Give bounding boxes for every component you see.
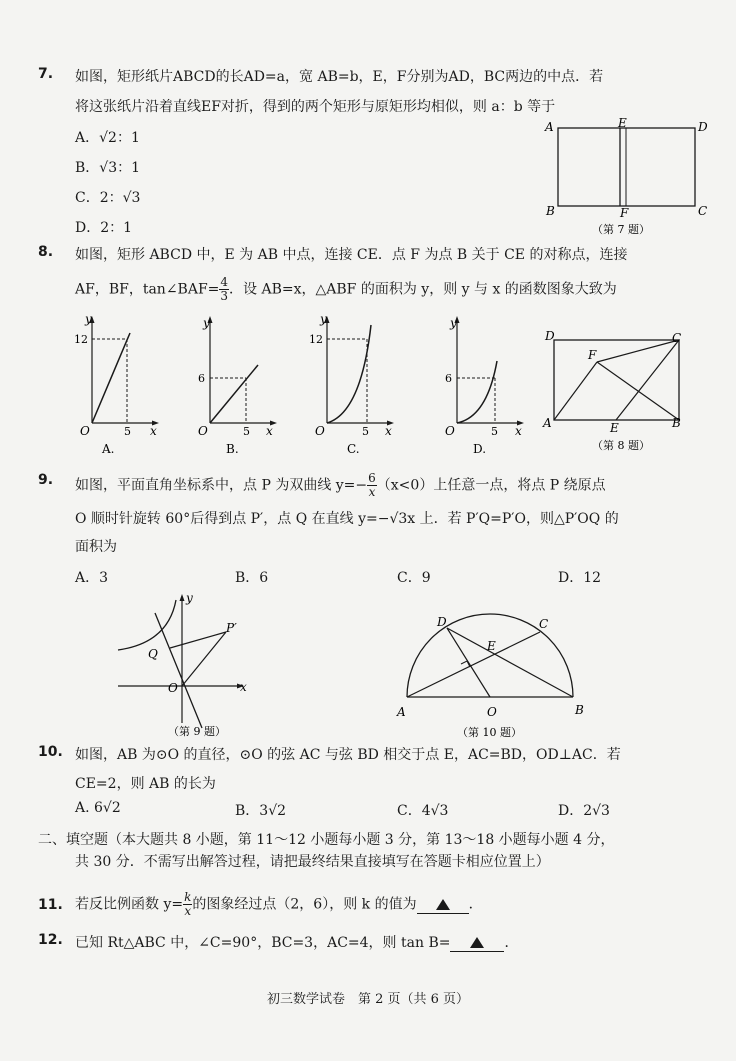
q7-option-c: C．2：√3: [75, 190, 141, 206]
q8-graph-a-axis-x: x: [150, 424, 157, 438]
q8-graph-d-xtick: 5: [491, 425, 498, 438]
q9-line1-post: （x<0）上任意一点，将点 P 绕原点: [376, 477, 606, 494]
q12-line: [75, 932, 518, 952]
q8-graph-c-axis-x: x: [385, 424, 392, 438]
q8-line2: [75, 276, 617, 303]
q7-option-b: B．√3：1: [75, 160, 141, 176]
q9-line1: [75, 472, 606, 499]
answer-triangle-icon: [470, 937, 484, 948]
q9-line3: 面积为: [75, 539, 117, 555]
q11-end: ．: [468, 896, 483, 913]
q10-caption: （第 10 题）: [457, 726, 522, 739]
q8-frac-num: 4: [220, 275, 229, 289]
q9-frac-den: x: [368, 485, 376, 499]
q12-end: ．: [504, 935, 519, 951]
q8-graph-c: [305, 312, 400, 456]
q8-graph-b-xtick: 5: [243, 425, 250, 438]
q9-option-b: B．6: [235, 570, 269, 586]
q11-pre: 若反比例函数 y=: [75, 896, 184, 913]
q8-graph-b: [188, 313, 283, 456]
page-footer: 初三数学试卷 第 2 页（共 6 页）: [266, 992, 470, 1007]
q9-caption: （第 9 题）: [168, 725, 226, 738]
q8-graph-c-axis-y: y: [320, 312, 327, 326]
q11-post: 的图象经过点（2，6），则 k 的值为: [192, 896, 417, 913]
answer-triangle-icon: [436, 899, 450, 910]
q8-line1: 如图，矩形 ABCD 中，E 为 AB 中点，连接 CE．点 F 为点 B 关于 CE 的对称点，连接: [75, 247, 628, 263]
q9-number: 9.: [38, 472, 54, 488]
q9-frac-num: 6: [368, 471, 376, 485]
q10-option-a: A. 6√2: [75, 800, 121, 816]
q9-label-y: y: [186, 591, 193, 605]
q7-option-d: D．2：1: [75, 220, 133, 236]
q8-graph-c-label: C.: [347, 442, 360, 456]
q9-label-x: x: [240, 680, 247, 694]
q10-label-b: B: [575, 703, 584, 717]
q8-number: 8.: [38, 244, 54, 260]
q8-graph-a-ytick: 12: [74, 333, 88, 346]
q8-graph-c-ytick: 12: [309, 333, 323, 346]
q10-option-d: D．2√3: [558, 803, 610, 819]
q7-label-e: E: [618, 116, 627, 130]
section2-line2: 共 30 分．不需写出解答过程，请把最终结果直接填写在答题卡相应位置上）: [75, 854, 550, 870]
q8-graph-d-axis-y: y: [450, 316, 457, 330]
q7-line1: 如图，矩形纸片ABCD的长AD=a，宽 AB=b，E，F分别为AD，BC两边的中点．若: [75, 69, 604, 85]
q11-line: [75, 891, 483, 918]
q7-line2: 将这张纸片沿着直线EF对折，得到的两个矩形与原矩形均相似，则 a：b 等于: [75, 99, 556, 115]
q8-graph-b-axis-y: y: [203, 316, 210, 330]
q9-line2: O 顺时针旋转 60°后得到点 P′，点 Q 在直线 y=−√3x 上．若 P′Q=P′O，则△P′OQ 的: [75, 511, 619, 527]
q8-label-f: F: [588, 348, 597, 362]
q11-fraction: [183, 891, 192, 918]
q8-graph-b-origin: O: [198, 424, 208, 438]
q8-graph-d-ytick: 6: [445, 372, 452, 385]
q8-graph-a-origin: O: [80, 424, 90, 438]
q8-graph-b-axis-x: x: [266, 424, 273, 438]
q10-label-d: D: [437, 615, 447, 629]
q8-graph-b-ytick: 6: [198, 372, 205, 385]
q9-option-c: C．9: [397, 570, 431, 586]
q8-label-d: D: [545, 329, 555, 343]
q12-number: 12.: [38, 932, 63, 948]
q8-rectangle-figure: [540, 322, 710, 457]
q10-label-o: O: [487, 705, 497, 719]
q10-number: 10.: [38, 744, 63, 760]
q8-label-a: A: [543, 416, 552, 430]
q9-label-q: Q: [148, 647, 158, 661]
q9-option-d: D．12: [558, 570, 602, 586]
q8-graph-c-origin: O: [315, 424, 325, 438]
q12-answer-blank[interactable]: [450, 935, 504, 952]
q11-frac-num: k: [184, 890, 192, 904]
q7-label-f: F: [620, 206, 629, 220]
q9-label-o: O: [168, 681, 178, 695]
q7-caption: （第 7 题）: [592, 223, 650, 236]
q8-graph-d-origin: O: [445, 424, 455, 438]
q7-rectangle-figure: [540, 115, 710, 240]
q11-frac-den: x: [184, 904, 192, 918]
q9-label-p-prime: P′: [226, 621, 237, 635]
q11-number: 11.: [38, 897, 63, 913]
q10-line2: CE=2，则 AB 的长为: [75, 776, 216, 792]
q8-graph-a: [70, 312, 165, 456]
q7-label-c: C: [698, 204, 708, 218]
q11-answer-blank[interactable]: [417, 897, 469, 914]
q8-label-c: C: [672, 331, 682, 345]
q9-option-a: A．3: [75, 570, 109, 586]
q8-graph-b-label: B.: [226, 442, 239, 456]
q7-option-a: A．√2：1: [75, 130, 140, 146]
q8-fraction: [219, 276, 229, 303]
q9-line1-pre: 如图，平面直角坐标系中，点 P 为双曲线 y=−: [75, 477, 368, 494]
q8-caption: （第 8 题）: [592, 439, 650, 452]
q8-frac-den: 3: [220, 289, 229, 303]
q10-option-b: B．3√2: [235, 803, 287, 819]
q10-label-a: A: [397, 705, 406, 719]
q8-label-e: E: [610, 421, 619, 435]
q8-graph-d: [435, 313, 530, 456]
q7-label-d: D: [698, 120, 708, 134]
q8-line2-post: ．设 AB=x，△ABF 的面积为 y，则 y 与 x 的函数图象大致为: [229, 281, 617, 298]
section2-line1: 二、填空题（本大题共 8 小题，第 11～12 小题每小题 3 分，第 13～18 小题每小题 4 分，: [38, 832, 615, 848]
q8-graph-a-label: A.: [102, 442, 115, 456]
q8-graph-a-axis-y: y: [85, 312, 92, 326]
q10-circle-figure: [395, 612, 595, 742]
q10-label-c: C: [539, 617, 549, 631]
q8-line2-pre: AF，BF，tan∠BAF=: [75, 281, 220, 298]
q7-label-b: B: [546, 204, 555, 218]
q9-coordinate-figure: [110, 588, 260, 738]
q8-graph-d-axis-x: x: [515, 424, 522, 438]
q8-label-b: B: [672, 416, 681, 430]
q12-text: 已知 Rt△ABC 中，∠C=90°，BC=3，AC=4，则 tan B=: [75, 935, 451, 951]
q8-graph-c-xtick: 5: [362, 425, 369, 438]
q9-fraction: [367, 472, 377, 499]
q8-graph-a-xtick: 5: [124, 425, 131, 438]
q10-label-e: E: [487, 639, 496, 653]
q7-label-a: A: [545, 120, 554, 134]
q7-number: 7.: [38, 66, 54, 82]
q10-option-c: C．4√3: [397, 803, 449, 819]
q8-graph-d-label: D.: [473, 442, 487, 456]
q10-line1: 如图，AB 为⊙O 的直径，⊙O 的弦 AC 与弦 BD 相交于点 E，AC=BD，OD⊥AC．若: [75, 747, 621, 763]
